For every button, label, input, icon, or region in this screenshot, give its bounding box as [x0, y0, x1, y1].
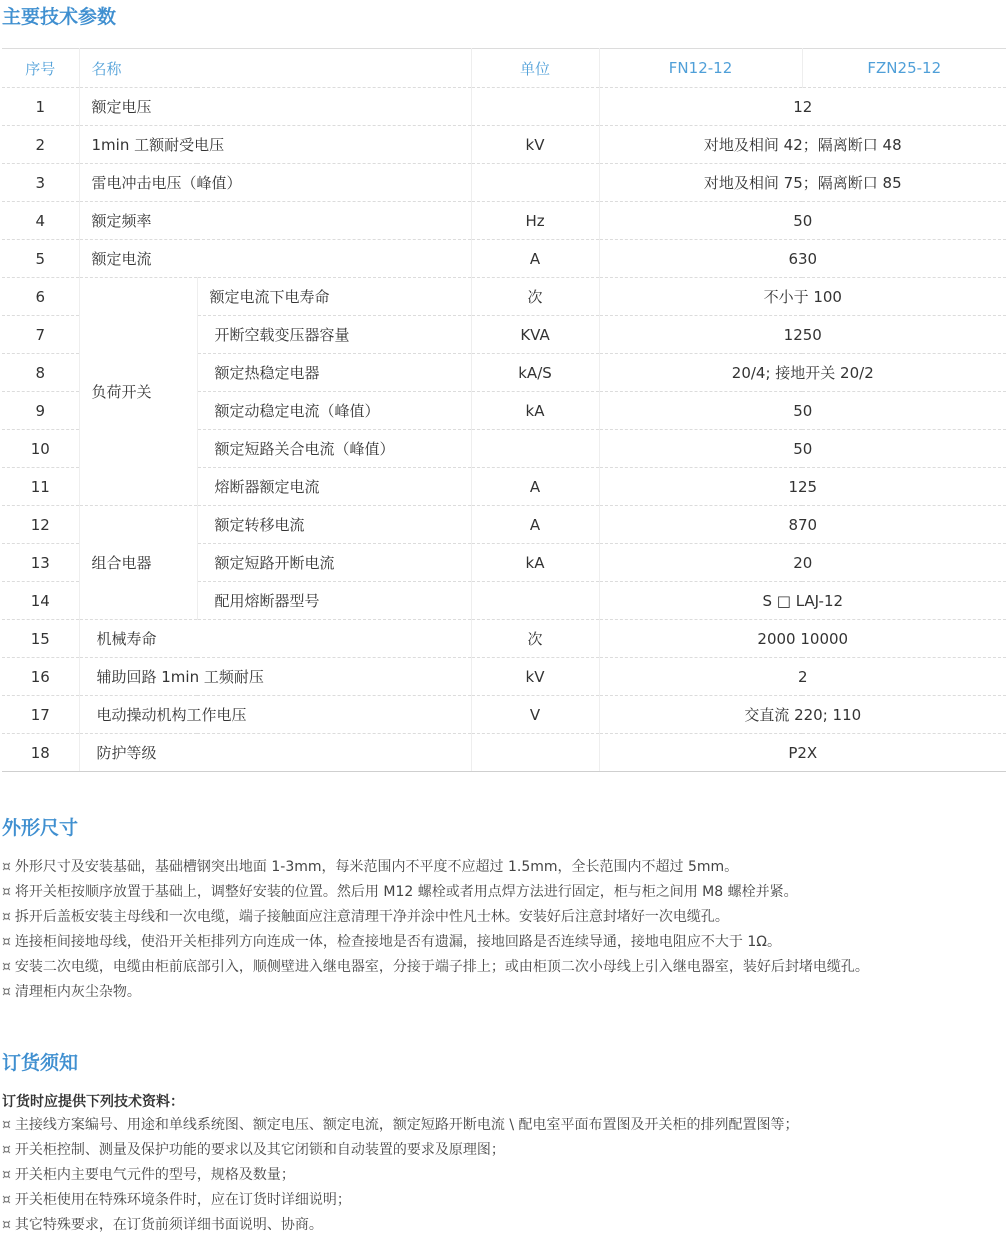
- row-name: 额定电压: [79, 88, 471, 126]
- row-no: 12: [2, 506, 79, 544]
- section-title-params: 主要技术参数: [2, 6, 117, 28]
- row-value: 2000 10000: [599, 620, 1006, 658]
- row-unit: A: [471, 468, 599, 506]
- table-row: [2, 278, 1006, 316]
- row-name: 额定电流: [79, 240, 471, 278]
- table-row: [2, 696, 1006, 734]
- header-fn12: FN12-12: [599, 49, 802, 88]
- list-item: [2, 1188, 799, 1213]
- row-unit: A: [471, 506, 599, 544]
- row-value: S □ LAJ-12: [599, 582, 1006, 620]
- row-unit: KVA: [471, 316, 599, 354]
- row-value: 630: [599, 240, 1006, 278]
- table-row: [2, 88, 1006, 126]
- row-name: 配用熔断器型号: [197, 582, 471, 620]
- list-item: [2, 905, 869, 930]
- row-no: 6: [2, 278, 79, 316]
- row-no: 1: [2, 88, 79, 126]
- row-name: 额定短路关合电流（峰值）: [197, 430, 471, 468]
- row-unit: kA: [471, 392, 599, 430]
- list-item-text: 连接柜间接地母线，使沿开关柜排列方向连成一体，检查接地是否有遗漏，接地回路是否连续导通，接地电阻应不大于 1Ω。: [14, 934, 781, 950]
- list-item-text: 主接线方案编号、用途和单线系统图、额定电压、额定电流，额定短路开断电流 \ 配电室平面布置图及开关柜的排列配置图等；: [14, 1117, 799, 1133]
- row-name: 额定转移电流: [197, 506, 471, 544]
- order-subtitle: 订货时应提供下列技术资料：: [2, 1094, 184, 1110]
- row-value: 870: [599, 506, 1006, 544]
- row-unit: 次: [471, 620, 599, 658]
- bullet-icon: ¤: [2, 1142, 11, 1158]
- table-row: [2, 240, 1006, 278]
- row-unit: [471, 582, 599, 620]
- row-unit: [471, 430, 599, 468]
- table-row: [2, 506, 1006, 544]
- row-name: 开断空载变压器容量: [197, 316, 471, 354]
- row-name: 额定电流下电寿命: [197, 278, 471, 316]
- bullet-icon: ¤: [2, 909, 11, 925]
- list-item-text: 将开关柜按顺序放置于基础上，调整好安装的位置。然后用 M12 螺栓或者用点焊方法进行固定，柜与柜之间用 M8 螺栓并紧。: [14, 884, 798, 900]
- row-unit: [471, 164, 599, 202]
- list-item: [2, 1213, 799, 1238]
- row-unit: kA: [471, 544, 599, 582]
- row-name: 机械寿命: [79, 620, 471, 658]
- header-name: 名称: [79, 49, 471, 88]
- row-unit: kA/S: [471, 354, 599, 392]
- list-item-text: 安装二次电缆，电缆由柜前底部引入，顺侧壁进入继电器室，分接于端子排上；或由柜顶二次小母线上引入继电器室，装好后封堵电缆孔。: [14, 959, 869, 975]
- row-name: 电动操动机构工作电压: [79, 696, 471, 734]
- list-item-text: 开关柜内主要电气元件的型号，规格及数量；: [14, 1167, 295, 1183]
- list-item: [2, 955, 869, 980]
- row-name: 1min 工额耐受电压: [79, 126, 471, 164]
- row-unit: A: [471, 240, 599, 278]
- row-no: 13: [2, 544, 79, 582]
- row-no: 7: [2, 316, 79, 354]
- section-title-dims: 外形尺寸: [2, 817, 79, 839]
- bullet-icon: ¤: [2, 984, 11, 1000]
- bullet-icon: ¤: [2, 859, 11, 875]
- row-value: 50: [599, 202, 1006, 240]
- row-value: 12: [599, 88, 1006, 126]
- row-no: 11: [2, 468, 79, 506]
- row-name: 额定热稳定电器: [197, 354, 471, 392]
- list-item-text: 清理柜内灰尘杂物。: [14, 984, 141, 1000]
- row-no: 10: [2, 430, 79, 468]
- row-name: 额定短路开断电流: [197, 544, 471, 582]
- header-unit: 单位: [471, 49, 599, 88]
- row-unit: V: [471, 696, 599, 734]
- group-load-switch: 负荷开关: [79, 278, 197, 506]
- row-unit: kV: [471, 658, 599, 696]
- row-value: 125: [599, 468, 1006, 506]
- list-item-text: 其它特殊要求，在订货前须详细书面说明、协商。: [14, 1217, 323, 1233]
- list-item-text: 拆开后盖板安装主母线和一次电缆，端子接触面应注意清理干净并涂中性凡士林。安装好后注意封堵好一次电缆孔。: [14, 909, 729, 925]
- row-unit: [471, 88, 599, 126]
- bullet-icon: ¤: [2, 1217, 11, 1233]
- row-unit: kV: [471, 126, 599, 164]
- table-row: [2, 164, 1006, 202]
- row-unit: [471, 734, 599, 772]
- row-no: 5: [2, 240, 79, 278]
- table-row: [2, 202, 1006, 240]
- table-row: [2, 126, 1006, 164]
- dims-list: [2, 855, 869, 1005]
- list-item: [2, 980, 869, 1005]
- order-list: [2, 1113, 799, 1238]
- table-row: [2, 734, 1006, 772]
- table-header-row: [2, 49, 1006, 88]
- section-title-order: 订货须知: [2, 1052, 79, 1074]
- row-value: 1250: [599, 316, 1006, 354]
- list-item: [2, 1138, 799, 1163]
- row-name: 辅助回路 1min 工频耐压: [79, 658, 471, 696]
- list-item: [2, 1113, 799, 1138]
- row-no: 2: [2, 126, 79, 164]
- bullet-icon: ¤: [2, 884, 11, 900]
- group-combo: 组合电器: [79, 506, 197, 620]
- row-unit: 次: [471, 278, 599, 316]
- row-name: 防护等级: [79, 734, 471, 772]
- row-no: 3: [2, 164, 79, 202]
- row-no: 17: [2, 696, 79, 734]
- row-value: 对地及相间 42；隔离断口 48: [599, 126, 1006, 164]
- row-value: 对地及相间 75；隔离断口 85: [599, 164, 1006, 202]
- row-name: 雷电冲击电压（峰值）: [79, 164, 471, 202]
- list-item: [2, 930, 869, 955]
- header-no: 序号: [2, 49, 79, 88]
- row-no: 4: [2, 202, 79, 240]
- row-name: 额定动稳定电流（峰值）: [197, 392, 471, 430]
- list-item: [2, 855, 869, 880]
- row-unit: Hz: [471, 202, 599, 240]
- list-item-text: 开关柜控制、测量及保护功能的要求以及其它闭锁和自动装置的要求及原理图；: [14, 1142, 505, 1158]
- row-no: 15: [2, 620, 79, 658]
- list-item-text: 开关柜使用在特殊环境条件时，应在订货时详细说明；: [14, 1192, 351, 1208]
- row-value: P2X: [599, 734, 1006, 772]
- row-no: 8: [2, 354, 79, 392]
- row-no: 16: [2, 658, 79, 696]
- row-value: 不小于 100: [599, 278, 1006, 316]
- bullet-icon: ¤: [2, 959, 11, 975]
- bullet-icon: ¤: [2, 1167, 11, 1183]
- row-value: 50: [599, 430, 1006, 468]
- row-no: 18: [2, 734, 79, 772]
- row-name: 额定频率: [79, 202, 471, 240]
- bullet-icon: ¤: [2, 1192, 11, 1208]
- list-item: [2, 880, 869, 905]
- row-no: 9: [2, 392, 79, 430]
- header-fzn25: FZN25-12: [802, 49, 1006, 88]
- row-value: 20: [599, 544, 1006, 582]
- list-item-text: 外形尺寸及安装基础，基础槽钢突出地面 1-3mm，每米范围内不平度不应超过 1.5mm，全长范围内不超过 5mm。: [14, 859, 739, 875]
- row-no: 14: [2, 582, 79, 620]
- row-name: 熔断器额定电流: [197, 468, 471, 506]
- list-item: [2, 1163, 799, 1188]
- bullet-icon: ¤: [2, 1117, 11, 1133]
- row-value: 20/4; 接地开关 20/2: [599, 354, 1006, 392]
- bullet-icon: ¤: [2, 934, 11, 950]
- spec-table: [2, 48, 1006, 772]
- row-value: 交直流 220; 110: [599, 696, 1006, 734]
- table-row: [2, 620, 1006, 658]
- row-value: 2: [599, 658, 1006, 696]
- row-value: 50: [599, 392, 1006, 430]
- table-row: [2, 658, 1006, 696]
